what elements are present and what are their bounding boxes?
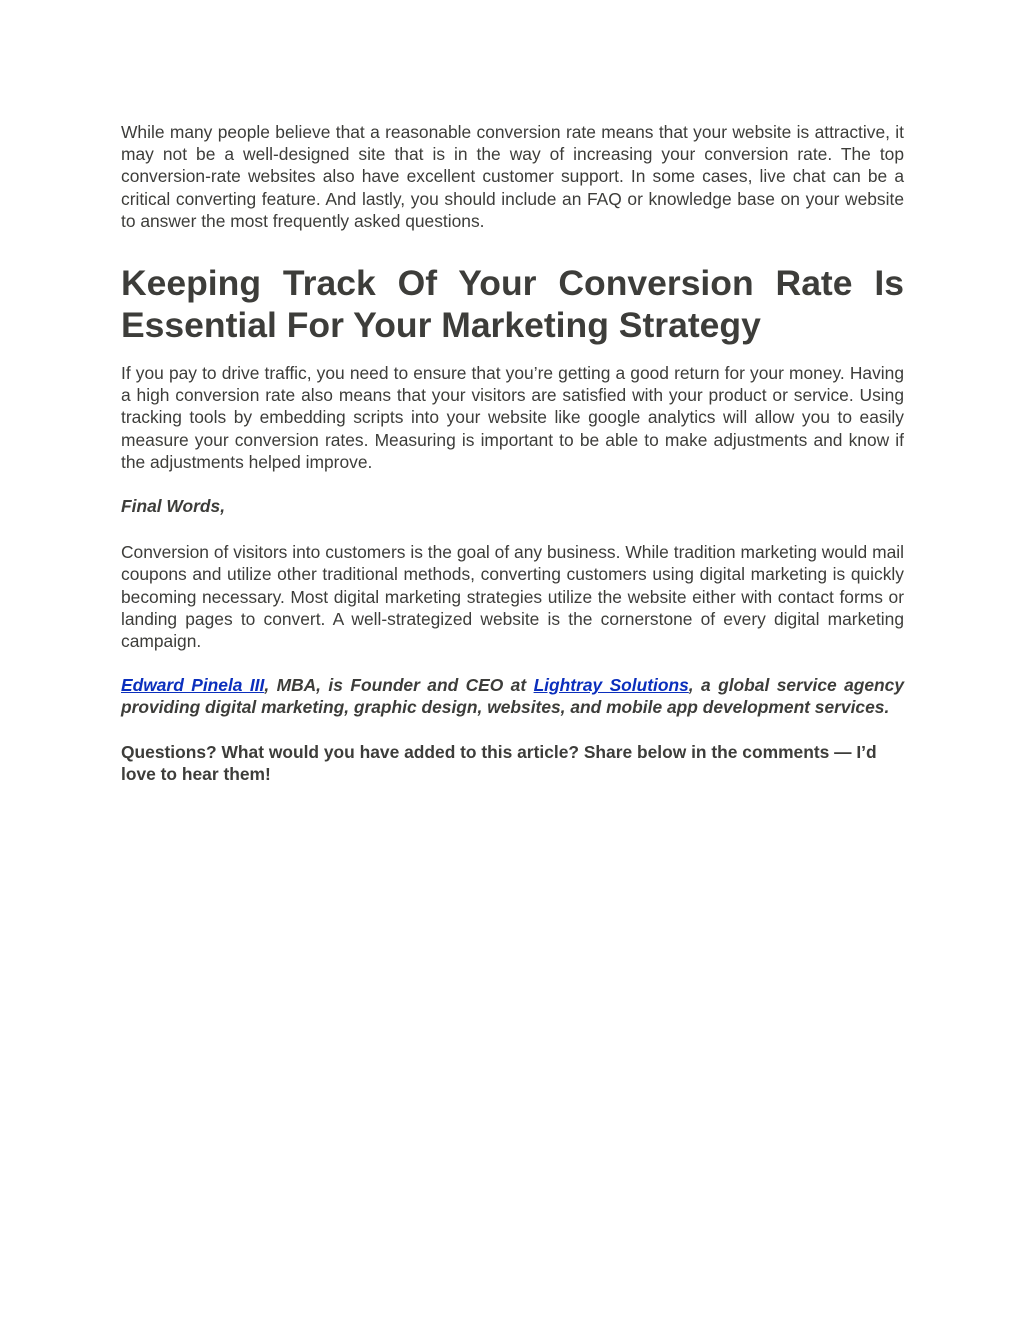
section-heading: Keeping Track Of Your Conversion Rate Is Essential For Your Marketing Strategy xyxy=(121,263,904,346)
bio-text-end: , a global service agency providing digital marketing, graphic design, websites, and mobile app development services. xyxy=(121,675,905,718)
author-bio xyxy=(121,674,904,718)
company-link[interactable]: Lightray Solutions xyxy=(533,675,689,696)
conclusion-paragraph: Conversion of visitors into customers is the goal of any business. While tradition marketing would mail coupons and utilize other traditional methods, converting customers using digital marketing is quickly becoming necessary. Most digital marketing strategies utilize the website either with contact forms or landing pages to convert. A well-strategized website is the cornerstone of every digital marketing campaign. xyxy=(121,542,904,652)
bio-text-middle: , MBA, is Founder and CEO at xyxy=(264,675,534,696)
questions-prompt: Questions? What would you have added to this article? Share below in the comments — I’d love to hear them! xyxy=(121,741,877,784)
intro-paragraph: While many people believe that a reasonable conversion rate means that your website is attractive, it may not be a well-designed site that is in the way of increasing your conversion rate. The top conversion-rate websites also have excellent customer support. In some cases, live chat can be a critical converting feature. And lastly, you should include an FAQ or knowledge base on your website to answer the most frequently asked questions. xyxy=(121,122,904,231)
section-paragraph: If you pay to drive traffic, you need to ensure that you’re getting a good return for your money. Having a high conversion rate also means that your visitors are satisfied with your product or service. Using tracking tools by embedding scripts into your website like google analytics will allow you to easily measure your conversion rates. Measuring is important to be able to make adjustments and know if the adjustments helped improve. xyxy=(121,363,904,472)
final-words-heading: Final Words, xyxy=(121,496,226,517)
document-page xyxy=(121,121,904,785)
author-link[interactable]: Edward Pinela III xyxy=(121,675,265,696)
